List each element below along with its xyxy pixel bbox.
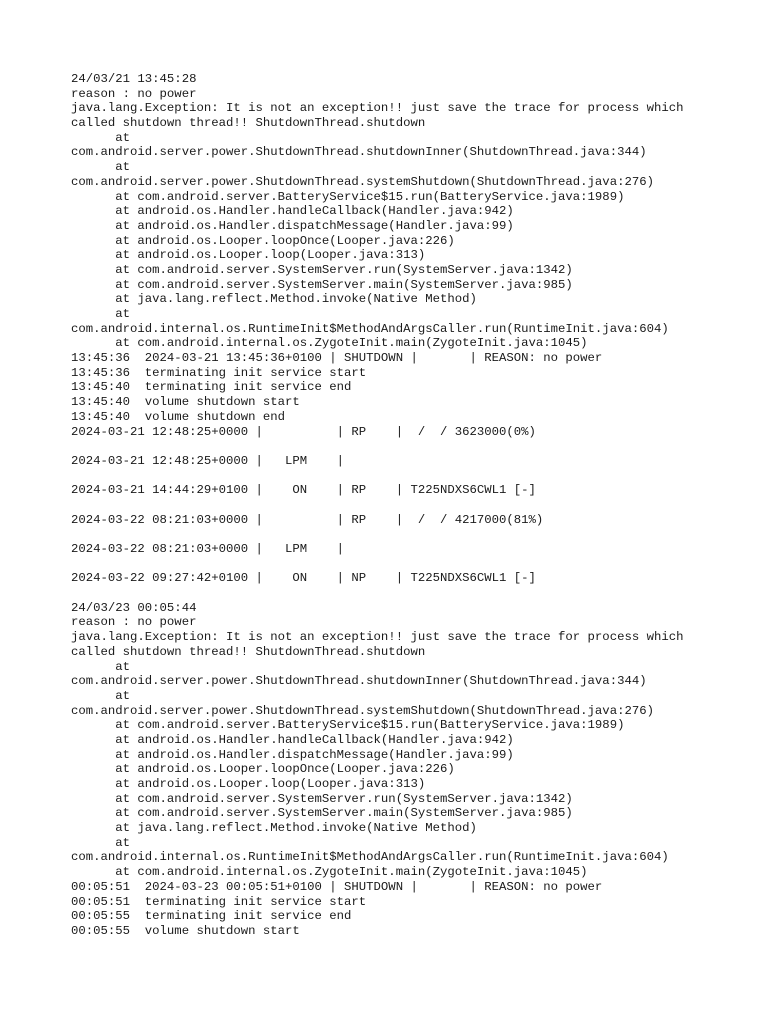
log-line: 2024-03-22 08:21:03+0000 | | RP | / / 4217000(81%) [71, 512, 544, 527]
log-line: at android.os.Handler.handleCallback(Handler.java:942) [71, 204, 514, 219]
log-line: at com.android.internal.os.ZygoteInit.main(ZygoteInit.java:1045) [71, 865, 588, 880]
log-document [71, 72, 751, 953]
log-line: com.android.server.power.ShutdownThread.shutdownInner(ShutdownThread.java:344) [71, 674, 647, 689]
log-line: at com.android.server.SystemServer.main(SystemServer.java:985) [71, 806, 573, 821]
log-line: at android.os.Handler.dispatchMessage(Handler.java:99) [71, 218, 514, 233]
log-line: at [71, 688, 131, 703]
log-line: reason : no power [71, 615, 197, 630]
log-line: called shutdown thread!! ShutdownThread.shutdown [71, 644, 426, 659]
log-line: at com.android.internal.os.ZygoteInit.main(ZygoteInit.java:1045) [71, 336, 588, 351]
log-line: 13:45:40 terminating init service end [71, 380, 352, 395]
log-line: at android.os.Handler.handleCallback(Handler.java:942) [71, 732, 514, 747]
log-line: com.android.server.power.ShutdownThread.systemShutdown(ShutdownThread.java:276) [71, 703, 654, 718]
log-line: at com.android.server.BatteryService$15.run(BatteryService.java:1989) [71, 189, 625, 204]
log-line: com.android.internal.os.RuntimeInit$MethodAndArgsCaller.run(RuntimeInit.java:604) [71, 850, 669, 865]
log-line: at [71, 659, 131, 674]
log-line: 13:45:36 2024-03-21 13:45:36+0100 | SHUTDOWN | | REASON: no power [71, 351, 603, 366]
log-line: 00:05:51 2024-03-23 00:05:51+0100 | SHUTDOWN | | REASON: no power [71, 879, 603, 894]
log-line: at com.android.server.BatteryService$15.run(BatteryService.java:1989) [71, 718, 625, 733]
log-line: 00:05:51 terminating init service start [71, 894, 367, 909]
log-line: 2024-03-22 09:27:42+0100 | ON | NP | T225NDXS6CWL1 [-] [71, 571, 536, 586]
log-line: at [71, 130, 131, 145]
blank-line [71, 527, 751, 542]
log-line: at com.android.server.SystemServer.main(SystemServer.java:985) [71, 277, 573, 292]
log-line: java.lang.Exception: It is not an exception!! just save the trace for process which [71, 630, 684, 645]
log-line: at [71, 160, 131, 175]
log-line: at android.os.Looper.loopOnce(Looper.java:226) [71, 233, 455, 248]
log-line: at android.os.Handler.dispatchMessage(Handler.java:99) [71, 747, 514, 762]
log-line: at com.android.server.SystemServer.run(SystemServer.java:1342) [71, 262, 573, 277]
log-line: com.android.server.power.ShutdownThread.systemShutdown(ShutdownThread.java:276) [71, 174, 654, 189]
blank-line [71, 498, 751, 513]
log-line: 2024-03-21 12:48:25+0000 | | RP | / / 3623000(0%) [71, 424, 536, 439]
log-line: at [71, 307, 131, 321]
log-line [71, 939, 751, 954]
log-line: com.android.server.power.ShutdownThread.shutdownInner(ShutdownThread.java:344) [71, 145, 647, 160]
blank-line [71, 439, 751, 454]
log-line: at android.os.Looper.loop(Looper.java:313) [71, 777, 426, 791]
log-line: 00:05:55 terminating init service end [71, 909, 352, 924]
log-line: reason : no power [71, 86, 197, 101]
log-line: at com.android.server.SystemServer.run(SystemServer.java:1342) [71, 791, 573, 806]
log-line: 13:45:40 volume shutdown start [71, 395, 300, 410]
blank-line [71, 557, 751, 572]
log-line: at android.os.Looper.loop(Looper.java:313) [71, 248, 426, 263]
log-line: 2024-03-21 14:44:29+0100 | ON | RP | T225NDXS6CWL1 [-] [71, 483, 536, 498]
log-line: 13:45:40 volume shutdown end [71, 409, 286, 424]
log-line: 13:45:36 terminating init service start [71, 365, 367, 380]
log-line: 2024-03-22 08:21:03+0000 | LPM | [71, 542, 345, 556]
log-line: 00:05:55 volume shutdown start [71, 923, 300, 938]
log-line: at java.lang.reflect.Method.invoke(Native Method) [71, 821, 477, 836]
log-line: at java.lang.reflect.Method.invoke(Native Method) [71, 292, 477, 307]
log-line: at [71, 835, 131, 850]
log-line: java.lang.Exception: It is not an exception!! just save the trace for process which [71, 101, 684, 116]
log-line: called shutdown thread!! ShutdownThread.shutdown [71, 116, 426, 131]
log-line: 2024-03-21 12:48:25+0000 | LPM | [71, 453, 345, 468]
log-line: com.android.internal.os.RuntimeInit$MethodAndArgsCaller.run(RuntimeInit.java:604) [71, 321, 669, 336]
log-line: at android.os.Looper.loopOnce(Looper.java:226) [71, 762, 455, 777]
blank-line [71, 586, 751, 601]
blank-line [71, 469, 751, 484]
log-line: 24/03/23 00:05:44 [71, 600, 197, 615]
log-line: 24/03/21 13:45:28 [71, 72, 197, 86]
